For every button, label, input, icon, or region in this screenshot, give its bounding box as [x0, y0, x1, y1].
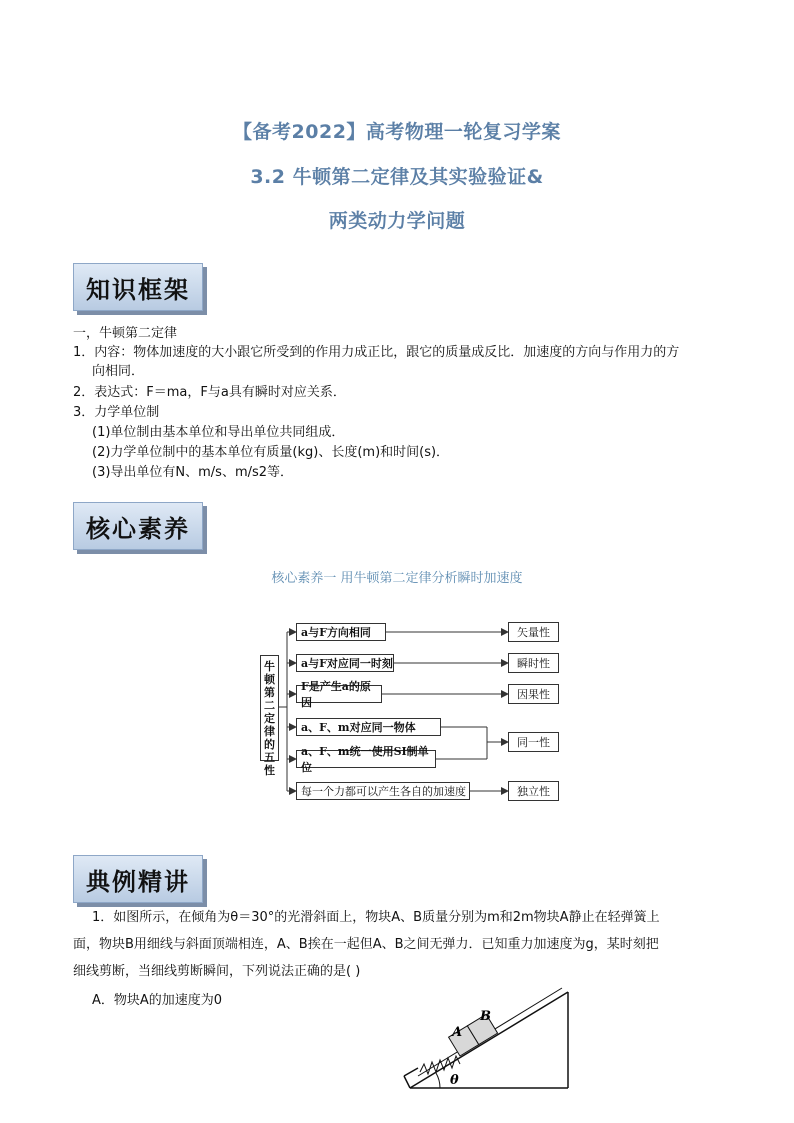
incline-figure	[400, 980, 590, 1095]
diagram-item: a与F对应同一时刻	[296, 654, 394, 672]
diagram-item: 每一个力都可以产生各自的加速度	[296, 782, 470, 800]
root-char: 顿	[264, 673, 275, 686]
diagram-result: 独立性	[508, 781, 559, 801]
knowledge-line: (3)导出单位有N、m/s、m/s2等．	[92, 465, 294, 480]
angle-arc	[436, 1073, 440, 1088]
diagram-item: a、F、m对应同一物体	[296, 718, 441, 736]
root-char: 定	[264, 712, 275, 725]
diagram-result: 因果性	[508, 684, 559, 704]
knowledge-line: (1)单位制由基本单位和导出单位共同组成．	[92, 425, 345, 440]
doc-title: 【备考2022】高考物理一轮复习学案	[233, 121, 561, 143]
doc-subtitle: 3.2 牛顿第二定律及其实验验证&	[250, 166, 544, 188]
root-char: 五	[264, 751, 275, 764]
diagram-result: 同一性	[508, 732, 559, 752]
label-a: A	[452, 1025, 463, 1040]
diagram-result: 矢量性	[508, 622, 559, 642]
example-text: 细线剪断，当细线剪断瞬间，下列说法正确的是( )	[73, 964, 361, 979]
core-subtitle: 核心素养一 用牛顿第二定律分析瞬时加速度	[271, 571, 523, 586]
root-char: 律	[264, 725, 275, 738]
doc-subtitle-2: 两类动力学问题	[328, 210, 466, 232]
diagram-item: a与F方向相同	[296, 623, 386, 641]
knowledge-line: 3．力学单位制	[73, 405, 160, 420]
knowledge-heading: 一，牛顿第二定律	[73, 326, 178, 341]
knowledge-line: 1．内容：物体加速度的大小跟它所受到的作用力成正比，跟它的质量成反比．加速度的方向与作用力的方	[73, 345, 680, 360]
root-char: 性	[264, 764, 275, 777]
option-a: A．物块A的加速度为0	[92, 993, 223, 1008]
example-text: 1．如图所示，在倾角为θ＝30°的光滑斜面上，物块A、B质量分别为m和2m物块A静止在轻弹簧上	[92, 910, 660, 925]
diagram-result: 瞬时性	[508, 653, 559, 673]
root-char: 第	[264, 686, 275, 699]
diagram-item: F是产生a的原因	[296, 685, 382, 703]
section-tab-examples: 典例精讲	[73, 855, 203, 903]
label-b: B	[480, 1009, 491, 1024]
root-char: 的	[264, 738, 275, 751]
section-tab-core: 核心素养	[73, 502, 203, 550]
diagram-root-box	[260, 655, 279, 777]
example-text: 面，物块B用细线与斜面顶端相连，A、B挨在一起但A、B之间无弹力．已知重力加速度为g，某时刻把	[73, 937, 659, 952]
knowledge-line: 向相同．	[92, 364, 145, 379]
root-char: 二	[264, 699, 275, 712]
section-tab-knowledge: 知识框架	[73, 263, 203, 311]
knowledge-line: (2)力学单位制中的基本单位有质量(kg)、长度(m)和时间(s)．	[92, 445, 450, 460]
incline-surface	[410, 992, 568, 1088]
knowledge-line: 2．表达式：F＝ma，F与a具有瞬时对应关系．	[73, 385, 346, 400]
diagram-item: a、F、m统一使用SI制单位	[296, 750, 436, 768]
angle-label: θ	[450, 1073, 459, 1088]
root-char: 牛	[264, 660, 275, 673]
